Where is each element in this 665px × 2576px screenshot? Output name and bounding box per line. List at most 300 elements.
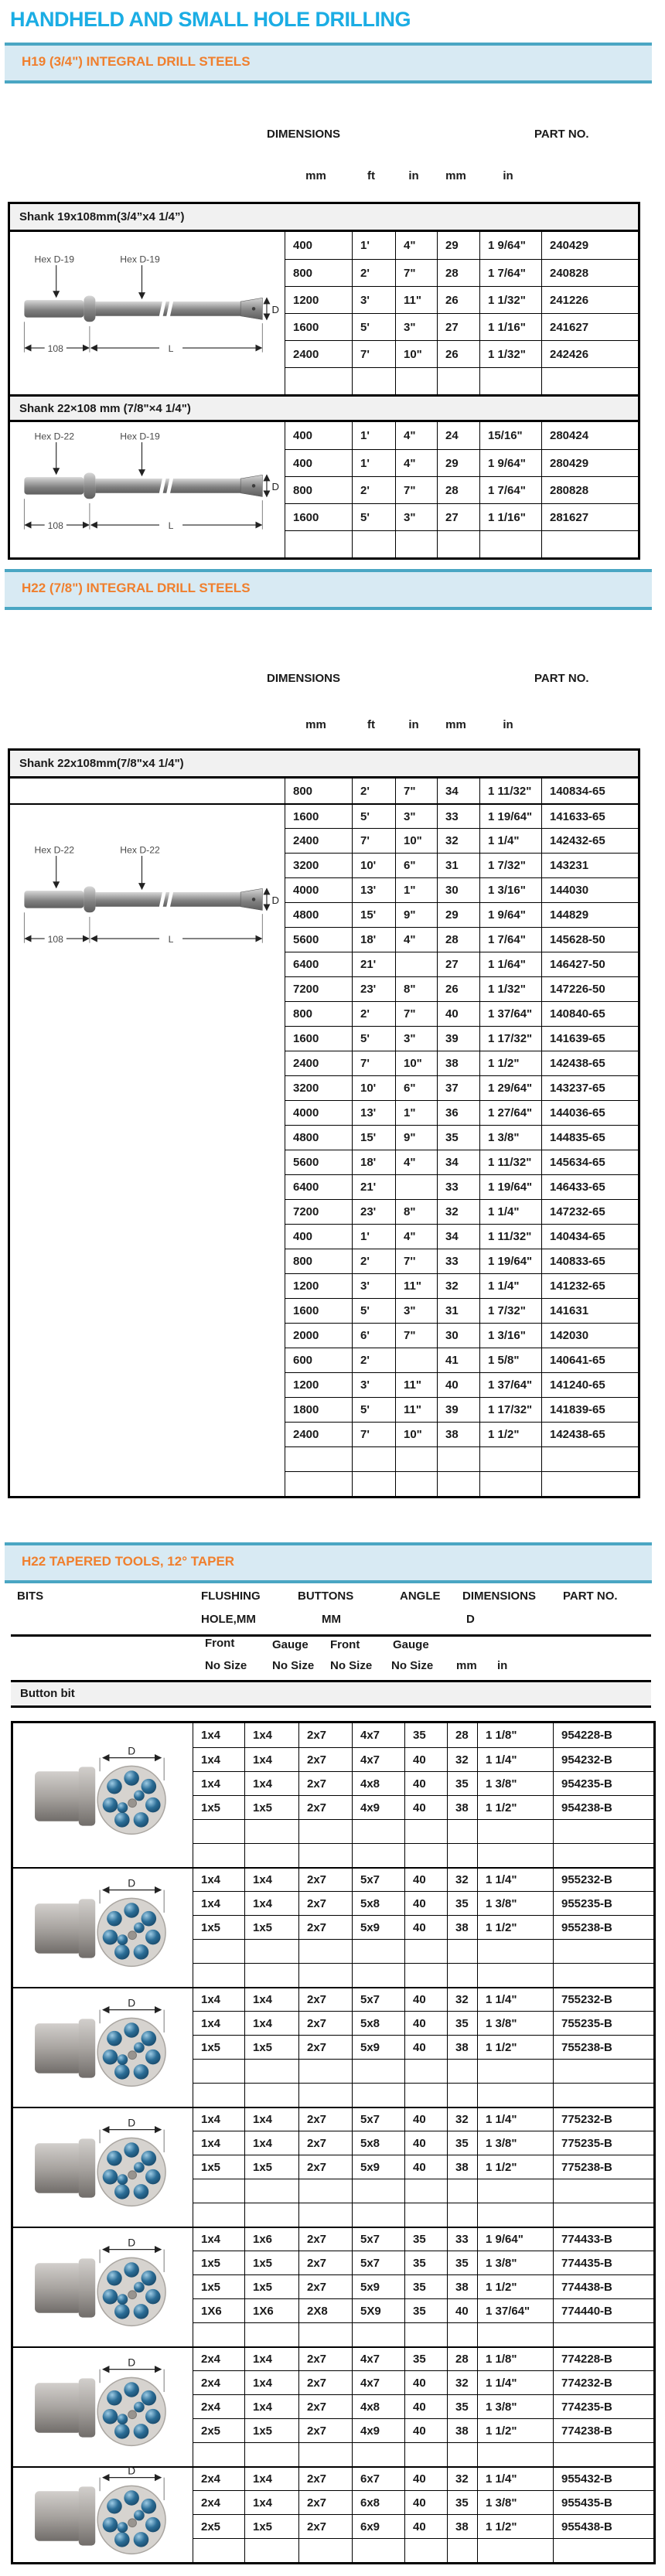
table-cell: 800 bbox=[285, 1249, 352, 1273]
table-cell: 1x4 bbox=[244, 1867, 298, 1891]
table-cell bbox=[404, 2083, 447, 2107]
table-cell bbox=[477, 2059, 553, 2083]
table-cell bbox=[352, 2179, 404, 2203]
table-cell bbox=[447, 1963, 477, 1987]
table-cell bbox=[477, 2538, 553, 2562]
table-cell: 1 19/64" bbox=[479, 1174, 541, 1199]
table-cell: 40 bbox=[404, 1915, 447, 1939]
table-cell: 35 bbox=[404, 1723, 447, 1747]
table-cell: 26 bbox=[437, 286, 479, 313]
table-cell: 800 bbox=[285, 259, 352, 286]
table-cell: 400 bbox=[285, 232, 352, 259]
button-bit-drawing bbox=[27, 2118, 179, 2217]
table-cell: 1 1/4" bbox=[479, 1273, 541, 1298]
table-cell: 10' bbox=[352, 853, 395, 877]
no-size-subheader: No Size bbox=[330, 1659, 373, 1672]
svg-text:D: D bbox=[271, 894, 279, 906]
table-cell: 146433-65 bbox=[541, 1174, 638, 1199]
table-cell: 6400 bbox=[285, 1174, 352, 1199]
drill-steel-diagram-image bbox=[14, 242, 281, 384]
unit-header-in: in bbox=[408, 169, 419, 182]
table-cell bbox=[553, 2179, 653, 2203]
table-cell: 280429 bbox=[541, 449, 638, 476]
table-cell: 143237-65 bbox=[541, 1075, 638, 1100]
unit-header-mm: mm bbox=[305, 169, 326, 182]
gauge-subheader: Gauge bbox=[393, 1638, 429, 1651]
table-cell: 35 bbox=[447, 2011, 477, 2035]
unit-header-ft: ft bbox=[367, 169, 375, 182]
table-cell: 1X6 bbox=[193, 2298, 244, 2322]
table-cell bbox=[395, 1446, 437, 1471]
table-cell bbox=[244, 1819, 298, 1843]
table-cell: 1x4 bbox=[193, 1747, 244, 1771]
table-cell: 6' bbox=[352, 1323, 395, 1348]
table-cell: 1x5 bbox=[244, 1795, 298, 1819]
h22-drill-steel-table bbox=[8, 748, 640, 1498]
table-cell: 2x7 bbox=[298, 1867, 352, 1891]
button-bit-drawing bbox=[27, 2237, 179, 2337]
table-cell: 26 bbox=[437, 340, 479, 367]
table-cell: 1x5 bbox=[193, 2274, 244, 2298]
table-cell: 1x4 bbox=[193, 2131, 244, 2155]
table-cell: 3' bbox=[352, 1273, 395, 1298]
table-cell: 280828 bbox=[541, 476, 638, 503]
table-cell: 7200 bbox=[285, 1199, 352, 1224]
table-cell: 1 19/64" bbox=[479, 1249, 541, 1273]
table-cell: 40 bbox=[404, 2370, 447, 2394]
table-cell: 1' bbox=[352, 232, 395, 259]
table-cell: 1x5 bbox=[244, 2418, 298, 2442]
drill-steel-diagram bbox=[10, 803, 285, 1496]
table-cell: 6" bbox=[395, 853, 437, 877]
h19-table-headers bbox=[0, 128, 665, 188]
table-cell: 21' bbox=[352, 1174, 395, 1199]
no-size-subheader: No Size bbox=[391, 1659, 434, 1672]
table-cell: 1x4 bbox=[193, 2227, 244, 2251]
table-cell: 2x7 bbox=[298, 2346, 352, 2370]
table-cell bbox=[352, 1819, 404, 1843]
table-cell bbox=[244, 2203, 298, 2227]
table-cell: 1x4 bbox=[244, 1987, 298, 2011]
table-cell: 11" bbox=[395, 1397, 437, 1422]
table-cell: 10" bbox=[395, 1422, 437, 1446]
table-cell: 35 bbox=[404, 2298, 447, 2322]
table-cell: 1 3/8" bbox=[477, 2394, 553, 2418]
h19-section-banner bbox=[5, 43, 652, 83]
table-cell: 40 bbox=[404, 2131, 447, 2155]
table-cell: 28 bbox=[447, 1723, 477, 1747]
table-cell: 954232-B bbox=[553, 1747, 653, 1771]
button-bit-image bbox=[13, 1723, 193, 1867]
table-cell: 3" bbox=[395, 313, 437, 340]
shank-19x108-section-header: Shank 19x108mm(3/4”x4 1/4”) bbox=[10, 204, 638, 232]
table-cell: 2x7 bbox=[298, 2514, 352, 2538]
table-cell: 3' bbox=[352, 1372, 395, 1397]
table-cell bbox=[352, 1939, 404, 1963]
table-cell: 3" bbox=[395, 1298, 437, 1323]
table-cell: 1 7/32" bbox=[479, 1298, 541, 1323]
in-subheader: in bbox=[497, 1659, 508, 1672]
table-cell bbox=[193, 2442, 244, 2466]
table-cell: 1x4 bbox=[244, 2490, 298, 2514]
table-cell: 144829 bbox=[541, 902, 638, 927]
table-cell: 5' bbox=[352, 803, 395, 828]
table-cell: 142432-65 bbox=[541, 828, 638, 853]
table-cell bbox=[553, 2059, 653, 2083]
table-cell: 1 19/64" bbox=[479, 803, 541, 828]
table-cell: 5x8 bbox=[352, 2131, 404, 2155]
table-cell: 5x8 bbox=[352, 1891, 404, 1915]
table-cell: 5600 bbox=[285, 927, 352, 952]
table-cell bbox=[285, 530, 352, 557]
table-cell: 400 bbox=[285, 1224, 352, 1249]
table-cell: 32 bbox=[447, 1867, 477, 1891]
table-cell: 15' bbox=[352, 1125, 395, 1150]
table-cell: 140641-65 bbox=[541, 1348, 638, 1372]
table-cell: 4000 bbox=[285, 877, 352, 902]
table-cell bbox=[553, 2203, 653, 2227]
table-cell: 3' bbox=[352, 286, 395, 313]
table-cell: 15/16" bbox=[479, 422, 541, 449]
table-cell bbox=[193, 2203, 244, 2227]
table-cell: 1 3/8" bbox=[477, 1891, 553, 1915]
table-cell: 1800 bbox=[285, 1397, 352, 1422]
table-cell bbox=[352, 2203, 404, 2227]
table-cell: 38 bbox=[447, 2155, 477, 2179]
table-cell: 1 9/64" bbox=[477, 2227, 553, 2251]
table-cell: 140840-65 bbox=[541, 1001, 638, 1026]
table-cell: 5x9 bbox=[352, 1915, 404, 1939]
button-bit-drawing bbox=[27, 1878, 179, 1978]
table-cell: 33 bbox=[437, 1249, 479, 1273]
flushing-hole-header: FLUSHING bbox=[201, 1590, 261, 1603]
button-bit-section-header: Button bit bbox=[11, 1680, 651, 1708]
table-cell: 1 37/64" bbox=[479, 1372, 541, 1397]
button-bit-image bbox=[13, 1987, 193, 2107]
table-cell bbox=[285, 1446, 352, 1471]
table-cell bbox=[395, 530, 437, 557]
table-cell: 4x9 bbox=[352, 1795, 404, 1819]
table-cell bbox=[404, 2538, 447, 2562]
table-cell: 2x4 bbox=[193, 2490, 244, 2514]
table-cell: 33 bbox=[437, 803, 479, 828]
table-cell bbox=[298, 1843, 352, 1867]
unit-header-in: in bbox=[408, 718, 419, 731]
table-cell: 4x7 bbox=[352, 2346, 404, 2370]
table-cell: 145628-50 bbox=[541, 927, 638, 952]
table-cell: 10" bbox=[395, 828, 437, 853]
table-cell bbox=[447, 1843, 477, 1867]
table-cell: 1 1/32" bbox=[479, 286, 541, 313]
table-cell bbox=[352, 2442, 404, 2466]
unit-header-in2: in bbox=[503, 169, 513, 182]
svg-text:L: L bbox=[168, 342, 173, 354]
table-cell: 3" bbox=[395, 1026, 437, 1051]
table-cell: 4x7 bbox=[352, 1747, 404, 1771]
svg-text:Hex D-22: Hex D-22 bbox=[34, 430, 74, 441]
table-cell: 2x4 bbox=[193, 2394, 244, 2418]
table-cell: 755238-B bbox=[553, 2035, 653, 2059]
table-cell bbox=[479, 367, 541, 394]
table-cell bbox=[244, 2179, 298, 2203]
table-cell: 4" bbox=[395, 1150, 437, 1174]
table-cell: 800 bbox=[285, 1001, 352, 1026]
table-cell: 146427-50 bbox=[541, 952, 638, 976]
table-cell bbox=[477, 2203, 553, 2227]
table-cell: 40 bbox=[447, 2298, 477, 2322]
table-cell: 1 3/8" bbox=[477, 2251, 553, 2274]
table-cell: 1x4 bbox=[244, 2394, 298, 2418]
table-cell: 6x7 bbox=[352, 2466, 404, 2490]
table-cell bbox=[193, 2179, 244, 2203]
table-cell: 5' bbox=[352, 313, 395, 340]
table-cell bbox=[477, 2083, 553, 2107]
table-cell: 4" bbox=[395, 422, 437, 449]
table-cell: 1200 bbox=[285, 286, 352, 313]
table-cell: 1x4 bbox=[193, 1987, 244, 2011]
table-cell: 5x8 bbox=[352, 2011, 404, 2035]
table-cell: 1x5 bbox=[244, 2514, 298, 2538]
table-cell: 38 bbox=[447, 2035, 477, 2059]
part-no-header: PART NO. bbox=[534, 672, 589, 685]
table-cell: 5' bbox=[352, 1298, 395, 1323]
table-cell: 774435-B bbox=[553, 2251, 653, 2274]
table-cell bbox=[244, 2322, 298, 2346]
table-cell: 3" bbox=[395, 503, 437, 530]
table-cell bbox=[479, 1446, 541, 1471]
h22-section-heading: H22 (7/8") INTEGRAL DRILL STEELS bbox=[22, 581, 251, 595]
table-cell: 30 bbox=[437, 1323, 479, 1348]
table-cell bbox=[447, 2203, 477, 2227]
no-size-subheader: No Size bbox=[205, 1659, 247, 1672]
table-cell: 7" bbox=[395, 259, 437, 286]
table-cell: 1x4 bbox=[244, 2011, 298, 2035]
table-cell: 1x5 bbox=[193, 1915, 244, 1939]
table-cell bbox=[285, 367, 352, 394]
table-cell: 7" bbox=[395, 779, 437, 803]
table-cell: 38 bbox=[447, 1915, 477, 1939]
table-cell: 40 bbox=[404, 2514, 447, 2538]
table-cell: 6x8 bbox=[352, 2490, 404, 2514]
table-cell bbox=[395, 1174, 437, 1199]
table-cell: 1" bbox=[395, 1100, 437, 1125]
table-cell bbox=[298, 2203, 352, 2227]
table-cell bbox=[553, 2442, 653, 2466]
table-cell: 2x7 bbox=[298, 2490, 352, 2514]
table-cell bbox=[298, 1963, 352, 1987]
table-cell: 2x7 bbox=[298, 1891, 352, 1915]
table-cell: 1 3/8" bbox=[479, 1125, 541, 1150]
table-cell bbox=[437, 1446, 479, 1471]
table-cell: 1 17/32" bbox=[479, 1026, 541, 1051]
table-cell bbox=[404, 1819, 447, 1843]
table-cell: 1" bbox=[395, 877, 437, 902]
table-cell bbox=[477, 1939, 553, 1963]
table-cell: 1 7/32" bbox=[479, 853, 541, 877]
unit-header-mm2: mm bbox=[445, 169, 466, 182]
table-cell: 2x5 bbox=[193, 2418, 244, 2442]
table-cell: 1 1/2" bbox=[477, 1915, 553, 1939]
table-cell: 1' bbox=[352, 1224, 395, 1249]
table-cell: 40 bbox=[404, 1987, 447, 2011]
table-cell bbox=[352, 367, 395, 394]
table-cell: 774440-B bbox=[553, 2298, 653, 2322]
table-cell: 2x7 bbox=[298, 2107, 352, 2131]
table-cell: 2x7 bbox=[298, 2227, 352, 2251]
table-cell: 40 bbox=[404, 1867, 447, 1891]
table-cell bbox=[447, 1819, 477, 1843]
table-cell: 2x4 bbox=[193, 2466, 244, 2490]
table-cell: 10" bbox=[395, 1051, 437, 1075]
table-cell: 240429 bbox=[541, 232, 638, 259]
table-cell: 35 bbox=[404, 2346, 447, 2370]
part-no-header: PART NO. bbox=[563, 1590, 618, 1603]
drill-steel-diagram bbox=[10, 232, 285, 394]
bits-header: BITS bbox=[17, 1590, 44, 1603]
svg-text:D: D bbox=[128, 2357, 136, 2369]
table-cell: 1x5 bbox=[193, 2251, 244, 2274]
button-bit-image bbox=[13, 2466, 193, 2562]
table-cell: 41 bbox=[437, 1348, 479, 1372]
table-cell: 40 bbox=[404, 1747, 447, 1771]
table-cell bbox=[553, 2538, 653, 2562]
table-cell bbox=[437, 367, 479, 394]
table-cell: 1 1/4" bbox=[477, 1987, 553, 2011]
table-cell: 29 bbox=[437, 449, 479, 476]
table-cell: 1 3/8" bbox=[477, 2490, 553, 2514]
table-cell: 1 1/4" bbox=[477, 2466, 553, 2490]
table-cell: 35 bbox=[404, 2251, 447, 2274]
button-bit-image bbox=[13, 1867, 193, 1987]
table-cell: 1 7/64" bbox=[479, 927, 541, 952]
drill-steel-diagram-image bbox=[14, 833, 281, 975]
table-cell: 1 7/64" bbox=[479, 259, 541, 286]
table-cell: 35 bbox=[447, 2131, 477, 2155]
svg-text:Hex D-19: Hex D-19 bbox=[34, 254, 74, 265]
table-cell bbox=[477, 2442, 553, 2466]
table-cell: 141240-65 bbox=[541, 1372, 638, 1397]
table-cell bbox=[553, 2322, 653, 2346]
table-cell: 2400 bbox=[285, 1422, 352, 1446]
table-cell: 1 1/2" bbox=[479, 1051, 541, 1075]
table-cell: 1x5 bbox=[244, 2035, 298, 2059]
table-cell: 39 bbox=[437, 1026, 479, 1051]
unit-header-in2: in bbox=[503, 718, 513, 731]
table-cell bbox=[541, 1471, 638, 1496]
table-cell: 2x4 bbox=[193, 2370, 244, 2394]
table-cell: 1 1/2" bbox=[477, 2274, 553, 2298]
table-cell: 38 bbox=[447, 2418, 477, 2442]
table-cell: 23' bbox=[352, 976, 395, 1001]
tapered-table-headers bbox=[0, 1590, 665, 1634]
table-cell bbox=[404, 1963, 447, 1987]
table-cell: 7' bbox=[352, 1422, 395, 1446]
table-cell: 144835-65 bbox=[541, 1125, 638, 1150]
dimensions-d-header: D bbox=[466, 1613, 475, 1626]
table-cell: 15' bbox=[352, 902, 395, 927]
table-cell: 2x4 bbox=[193, 2346, 244, 2370]
table-cell: 33 bbox=[437, 1174, 479, 1199]
table-cell: 147232-65 bbox=[541, 1199, 638, 1224]
table-cell: 5x7 bbox=[352, 2107, 404, 2131]
table-cell: 38 bbox=[437, 1051, 479, 1075]
table-cell bbox=[352, 1471, 395, 1496]
table-cell: 2x7 bbox=[298, 2251, 352, 2274]
table-cell: 775235-B bbox=[553, 2131, 653, 2155]
table-cell: 30 bbox=[437, 877, 479, 902]
table-cell: 31 bbox=[437, 853, 479, 877]
front-subheader: Front bbox=[205, 1637, 235, 1650]
table-cell: 955232-B bbox=[553, 1867, 653, 1891]
table-cell: 1200 bbox=[285, 1372, 352, 1397]
table-cell: 5600 bbox=[285, 1150, 352, 1174]
svg-text:Hex D-22: Hex D-22 bbox=[119, 844, 160, 856]
table-cell: 2' bbox=[352, 1348, 395, 1372]
table-cell: 1 1/8" bbox=[477, 2346, 553, 2370]
table-cell: 10" bbox=[395, 340, 437, 367]
table-cell: 13' bbox=[352, 877, 395, 902]
button-bit-table bbox=[11, 1721, 656, 2564]
table-cell: 1 11/32" bbox=[479, 779, 541, 803]
table-cell bbox=[193, 2059, 244, 2083]
table-cell: 755235-B bbox=[553, 2011, 653, 2035]
svg-text:108: 108 bbox=[47, 342, 63, 354]
table-cell: 29 bbox=[437, 232, 479, 259]
table-cell: 2x7 bbox=[298, 2011, 352, 2035]
table-cell: 5X9 bbox=[352, 2298, 404, 2322]
table-cell bbox=[298, 2322, 352, 2346]
table-cell bbox=[244, 1843, 298, 1867]
table-cell bbox=[352, 530, 395, 557]
table-cell: 2x7 bbox=[298, 2131, 352, 2155]
table-cell: 2X8 bbox=[298, 2298, 352, 2322]
table-cell: 1 1/4" bbox=[479, 1199, 541, 1224]
table-cell: 1 1/4" bbox=[477, 1747, 553, 1771]
table-cell: 400 bbox=[285, 422, 352, 449]
drill-steel-diagram-image bbox=[14, 419, 281, 561]
table-cell: 32 bbox=[447, 2466, 477, 2490]
table-cell: 40 bbox=[437, 1372, 479, 1397]
unit-header-ft: ft bbox=[367, 718, 375, 731]
table-cell bbox=[298, 2059, 352, 2083]
table-cell: 1x4 bbox=[244, 2466, 298, 2490]
table-cell: 1 11/32" bbox=[479, 1224, 541, 1249]
table-cell bbox=[447, 2179, 477, 2203]
table-cell: 4x8 bbox=[352, 2394, 404, 2418]
table-cell bbox=[395, 1348, 437, 1372]
table-cell: 242426 bbox=[541, 340, 638, 367]
table-cell bbox=[541, 367, 638, 394]
table-cell: 28 bbox=[437, 476, 479, 503]
table-cell: 1x4 bbox=[193, 1867, 244, 1891]
table-cell: 2x7 bbox=[298, 1747, 352, 1771]
shank-22x108-section-header: Shank 22×108 mm (7/8"×4 1/4") bbox=[10, 394, 638, 422]
table-cell: 774438-B bbox=[553, 2274, 653, 2298]
table-cell: 32 bbox=[437, 828, 479, 853]
table-cell: 5' bbox=[352, 503, 395, 530]
table-cell: 1 1/2" bbox=[477, 1795, 553, 1819]
table-cell bbox=[447, 2059, 477, 2083]
table-cell: 5x7 bbox=[352, 1987, 404, 2011]
table-cell: 142030 bbox=[541, 1323, 638, 1348]
table-cell: 1 1/32" bbox=[479, 340, 541, 367]
table-cell bbox=[298, 2538, 352, 2562]
table-cell: 4" bbox=[395, 1224, 437, 1249]
table-cell: 1x4 bbox=[244, 2107, 298, 2131]
table-cell bbox=[244, 2083, 298, 2107]
table-cell: 2x5 bbox=[193, 2514, 244, 2538]
table-cell: 955432-B bbox=[553, 2466, 653, 2490]
